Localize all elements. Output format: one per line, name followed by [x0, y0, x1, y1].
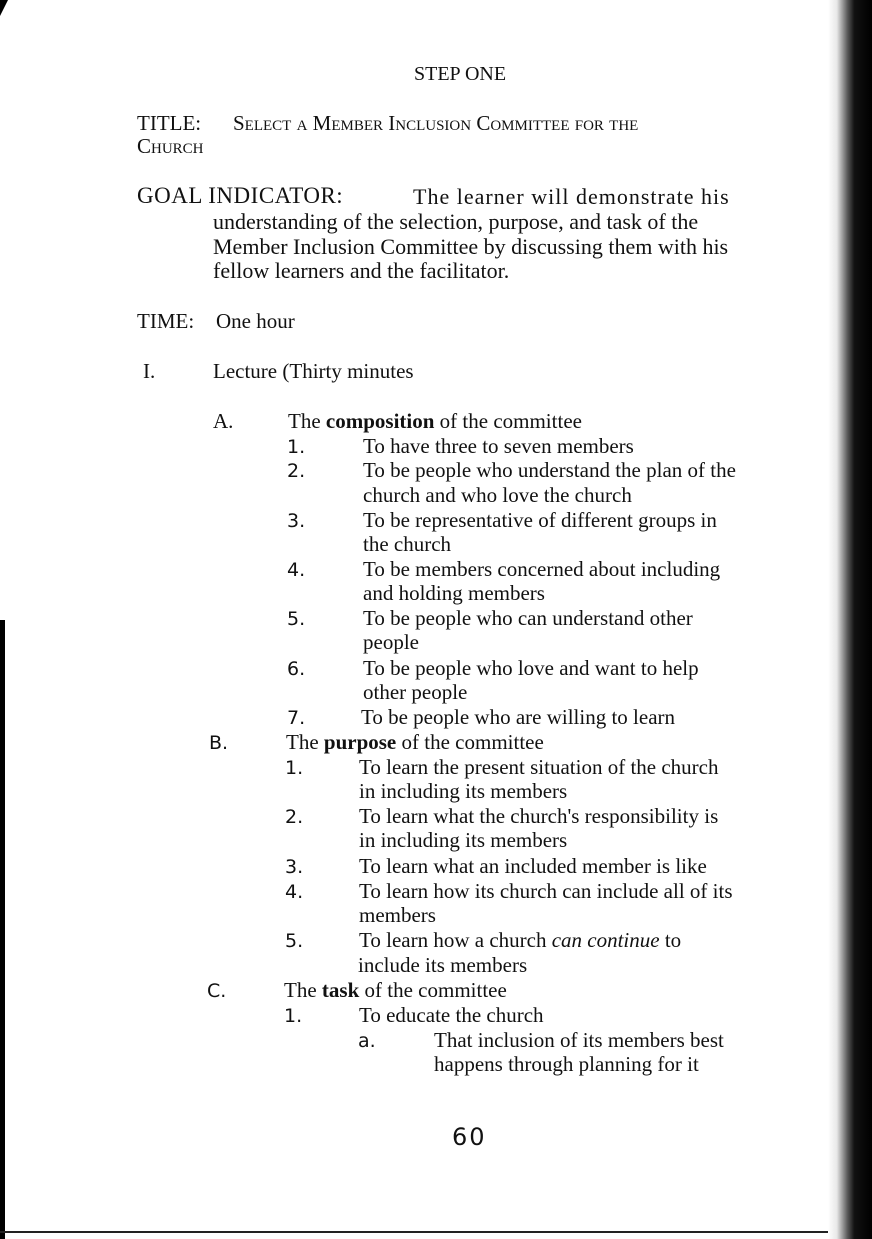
goal-label: GOAL INDICATOR:: [137, 183, 344, 208]
b-item-3-number: 3.: [285, 856, 304, 878]
a-item-4-line-1: To be members concerned about including: [363, 557, 721, 581]
goal-line-3: Member Inclusion Committee by discussing them with his: [213, 234, 729, 259]
a-item-5-line-1: To be people who can understand other: [363, 606, 693, 630]
b-item-4-line-2: members: [359, 903, 436, 927]
a-item-3-line-1: To be representative of different groups in: [363, 508, 717, 532]
page-heading: STEP ONE: [414, 63, 507, 85]
a-item-6-line-1: To be people who love and want to help: [363, 656, 699, 680]
page-number: 60: [452, 1123, 487, 1151]
a-item-4-line-2: and holding members: [363, 581, 545, 605]
b-item-1-number: 1.: [285, 757, 304, 779]
b-item-5-line-1: To learn how a church can continue to: [359, 928, 682, 952]
a-item-5-number: 5.: [287, 608, 306, 630]
c-item-1-number: 1.: [284, 1005, 303, 1027]
a-item-5-line-2: people: [363, 630, 419, 654]
scan-bottom-line: [0, 1231, 828, 1233]
a-item-1-number: 1.: [287, 436, 306, 458]
section-i-marker: I.: [143, 359, 156, 383]
b-item-5-number: 5.: [285, 930, 304, 952]
b-item-3-line-1: To learn what an included member is like: [359, 854, 707, 878]
scan-edge-shadow: [828, 0, 872, 1239]
a-item-2-line-2: church and who love the church: [363, 483, 632, 507]
c-sub-a-line-2: happens through planning for it: [434, 1052, 699, 1076]
b-item-5-line-2: include its members: [358, 953, 528, 977]
a-item-6-number: 6.: [287, 658, 306, 680]
section-i-text: Lecture (Thirty minutes: [213, 359, 414, 383]
a-item-3-number: 3.: [287, 510, 306, 532]
section-a-marker: A.: [213, 409, 234, 433]
time-label: TIME:: [137, 309, 195, 333]
b-item-4-number: 4.: [285, 881, 304, 903]
c-sub-a-marker: a.: [358, 1030, 376, 1052]
a-item-7-number: 7.: [287, 707, 306, 729]
time-value: One hour: [216, 309, 295, 333]
section-c-heading: The task of the committee: [284, 978, 507, 1002]
b-item-1-line-2: in including its members: [359, 779, 568, 803]
a-item-7-line-1: To be people who are willing to learn: [361, 705, 676, 729]
scan-corner-mark: [0, 0, 8, 16]
section-a-heading: The composition of the committee: [288, 409, 582, 433]
b-item-2-line-2: in including its members: [359, 828, 568, 852]
c-sub-a-line-1: That inclusion of its members best: [434, 1028, 724, 1052]
goal-line-1: The learner will demonstrate his: [413, 184, 730, 209]
a-item-6-line-2: other people: [363, 680, 468, 704]
a-item-3-line-2: the church: [363, 532, 452, 556]
goal-line-4: fellow learners and the facilitator.: [213, 258, 510, 283]
section-c-marker: C.: [207, 980, 227, 1002]
section-b-heading: The purpose of the committee: [286, 730, 544, 754]
b-item-2-line-1: To learn what the church's responsibility is: [359, 804, 719, 828]
scan-left-edge: [0, 620, 5, 1239]
a-item-2-line-1: To be people who understand the plan of the: [363, 458, 736, 482]
goal-line-2: understanding of the selection, purpose, and task of the: [213, 209, 699, 234]
a-item-2-number: 2.: [287, 460, 306, 482]
section-b-marker: B.: [209, 732, 229, 754]
b-item-4-line-1: To learn how its church can include all of its: [359, 879, 733, 903]
title-line-1: Select a Member Inclusion Committee for the: [233, 111, 639, 135]
c-item-1-line-1: To educate the church: [359, 1003, 544, 1027]
a-item-4-number: 4.: [287, 559, 306, 581]
title-label: TITLE:: [137, 111, 202, 135]
a-item-1-line-1: To have three to seven members: [363, 434, 634, 458]
title-line-2: Church: [137, 134, 204, 158]
b-item-2-number: 2.: [285, 806, 304, 828]
b-item-1-line-1: To learn the present situation of the church: [359, 755, 719, 779]
